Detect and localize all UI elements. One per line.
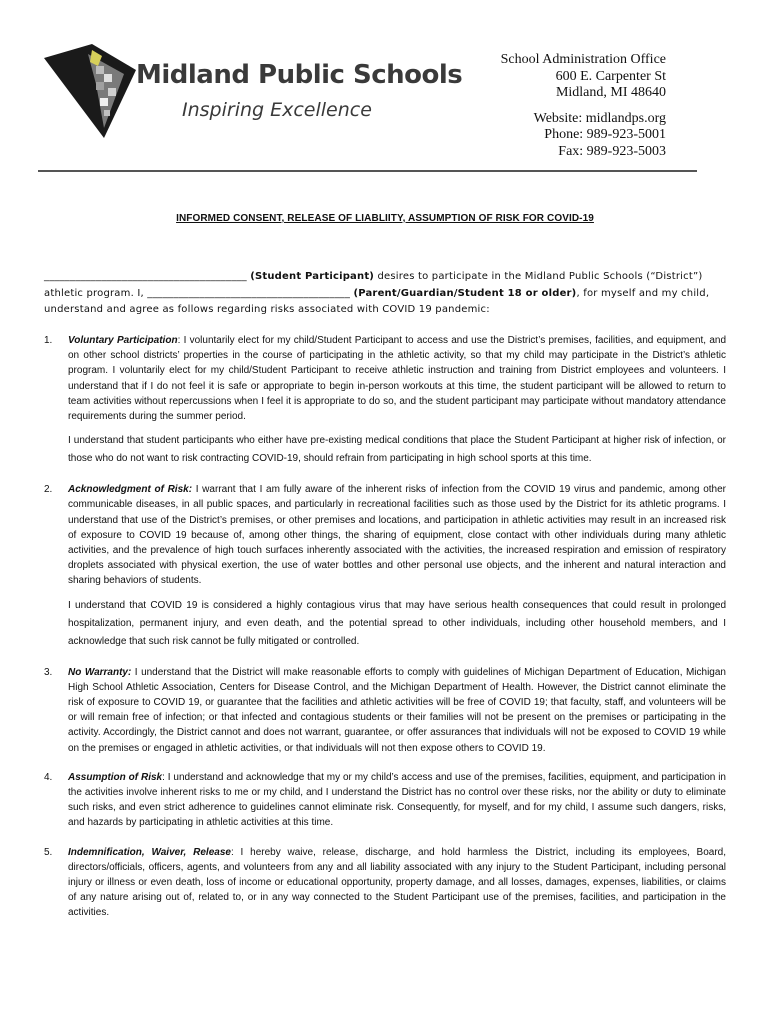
- document-title: INFORMED CONSENT, RELEASE OF LIABLIITY, ASSUMPTION OF RISK FOR COVID-19: [176, 213, 594, 224]
- website: Website: midlandps.org: [533, 110, 666, 126]
- fax: Fax: 989-923-5003: [558, 143, 666, 159]
- clause-number: 2.: [44, 484, 53, 496]
- clause-heading: Indemnification, Waiver, Release: [68, 846, 231, 858]
- header-divider: [38, 170, 697, 172]
- city-state-zip: Midland, MI 48640: [555, 85, 666, 100]
- address-block: [501, 52, 666, 160]
- clause-text: : I understand and acknowledge that my or my child’s access and use of the premises, facilities, equipment, and participation in the activities involve inherent risks to me or my child, and I understand the District has no control over these risks, nor the ability or duty to eliminate such risks, and even strict adherence to guidelines cannot eliminate risk. Consequently, for myself, and for my child, I assume such dangers, risks, and hazards by participating in athletic activities at this time.: [68, 771, 726, 829]
- clause-item: [44, 482, 726, 650]
- clause-item: [44, 665, 726, 756]
- intro-text-2: , for myself and my child, understand and agree as follows regarding risks associated with COVID 19 pandemic:: [44, 287, 710, 315]
- clause-text: : I voluntarily elect for my child/Student Participant to access and use the District’s premises, facilities, and equipment, and on other school districts’ properties in the course of participating in the athletic activity, so that my child may participate in the District’s athletic program. I voluntarily elect for my child/Student Participant to receive athletic instruction and training from District employees and volunteers. I understand that if I do not feel it is safe or appropriate to begin in-person workouts at this time, the student participant will be allowed to return to team activities without repercussions when I feel it is appropriate to do so, and the student participant may participate without mandatory attendance requirements during the summer period.: [68, 335, 726, 423]
- phone: Phone: 989-923-5001: [544, 127, 666, 142]
- clause-number: 1.: [44, 335, 53, 346]
- student-participant-label: (Student Participant): [250, 271, 375, 282]
- clause-text: : I hereby waive, release, discharge, and hold harmless the District, including its employees, Board, directors/officials, officers, agents, and volunteers from any and all liability associated with any injury to the Student Participant, including personal injury or illness or even death, loss of income or educational opportunity, property damage, and all losses, damages, expenses, liabilities, or claims of any nature arising out of, related to, or in any way connected to the Student Participant use of the premises, facilities, and participation in the activities.: [68, 846, 726, 919]
- guardian-name-blank[interactable]: _______________________________________: [147, 287, 351, 299]
- clause-number: 3.: [44, 666, 53, 678]
- clause-list: [44, 333, 726, 935]
- intro-paragraph: [44, 269, 726, 319]
- clause-number: 4.: [44, 771, 53, 783]
- clause-heading: Assumption of Risk: [68, 771, 163, 783]
- office-name: School Administration Office: [500, 52, 666, 67]
- student-name-blank[interactable]: _______________________________________: [44, 271, 247, 282]
- clause-text: I warrant that I am fully aware of the inherent risks of infection from the COVID 19 virus and pandemic, among other communicable diseases, in all public spaces, and particularly in recreational facilities such as those used by the District for its athletic programs. I understand that use of the District’s premises, or other premises and locations, and participation in athletic activities may result in an increased risk of exposure to COVID 19 because of, among other things, the sharing of equipment, close contact with other individuals during many athletic activities, and the prevalence of high touch surfaces inherently associated with the activities, the increased respiration and emission of respiratory droplets associated with physical exertion, the use of water bottles and other personal use objects, and the inherent and natural interaction and sharing behaviors of students.: [68, 484, 726, 587]
- district-logo: [44, 44, 463, 140]
- clause-heading: Acknowledgment of Risk:: [68, 484, 193, 496]
- pyramid-logo-icon: [44, 44, 136, 138]
- street-address: 600 E. Carpenter St: [555, 68, 666, 84]
- intro-text-1: desires to participate in the Midland Public Schools (“District”) athletic program. I,: [44, 271, 703, 299]
- clause-item: [44, 770, 726, 831]
- clause-heading: No Warranty:: [68, 666, 132, 678]
- clause-extra-text: I understand that COVID 19 is considered a highly contagious virus that may have serious health consequences that could result in prolonged hospitalization, permanent injury, and even death, and the potential spread to other individuals, including other household members, and I acknowledge that such risk cannot be fully mitigated or controlled.: [68, 599, 726, 647]
- school-tagline: Inspiring Excellence: [182, 99, 372, 121]
- clause-text: I understand that the District will make reasonable efforts to comply with guidelines of Michigan Department of Education, Michigan High School Athletic Association, Centers for Disease Control, and the Michigan Department of Health. However, the District cannot eliminate the risk of exposure to COVID 19, or guarantee that the facilities and athletic activities will be free of COVID 19; that faculty, staff, and volunteers will be or will remain free of infection; or that infected and contagious students or their families will not be present on the premises or participating in the activity. Accordingly, the District cannot and does not warrant, guarantee, or offer assurances that individuals will not be exposed to COVID 19 while on the premises or engaged in athletic activities, or that individuals will not then expose others to COVID 19.: [68, 666, 726, 754]
- school-name: Midland Public Schools: [136, 60, 463, 90]
- clause-item: [44, 333, 726, 468]
- clause-item: [44, 845, 726, 921]
- clause-heading: Voluntary Participation: [68, 335, 178, 346]
- clause-number: 5.: [44, 846, 53, 858]
- clause-extra-text: I understand that student participants who either have pre-existing medical conditions that place the Student Participant at higher risk of infection, or those who do not want to risk contracting COVID-19, should refrain from participating in high school sports at this time.: [68, 435, 726, 465]
- guardian-label: (Parent/Guardian/Student 18 or older): [353, 287, 577, 299]
